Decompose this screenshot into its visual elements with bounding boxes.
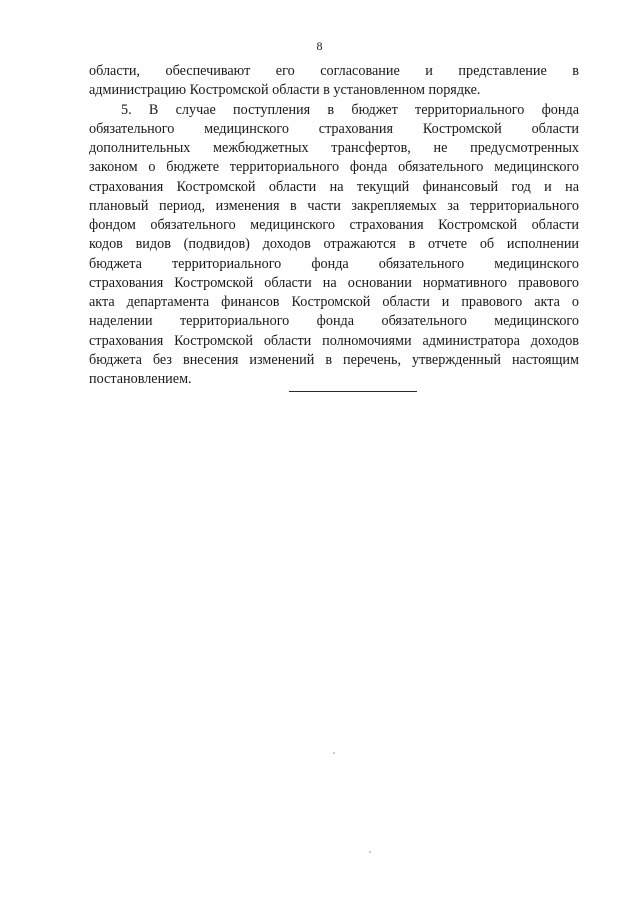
text-line: фондом обязательного медицинского страхования Костромской области bbox=[89, 217, 579, 233]
text-line: бюджета территориального фонда обязательного медицинского bbox=[89, 255, 579, 272]
closing-rule bbox=[289, 391, 417, 392]
page-number: 8 bbox=[316, 39, 323, 53]
text-line: страхования Костромской области на текущий финансовый год и на bbox=[89, 178, 579, 195]
text-line: 5. В случае поступления в бюджет территориального фонда bbox=[121, 101, 579, 118]
text-line: акта департамента финансов Костромской области и правового акта о bbox=[89, 294, 579, 310]
text-line: дополнительных межбюджетных трансфертов, не предусмотренных bbox=[89, 140, 579, 156]
text-line: законом о бюджете территориального фонда обязательного медицинского bbox=[89, 159, 579, 176]
text-line: страхования Костромской области полномочиями администратора доходов bbox=[89, 332, 579, 349]
text-line: области, обеспечивают его согласование и представление в bbox=[89, 63, 579, 79]
text-line: постановлением. bbox=[89, 371, 192, 387]
paragraph-5 bbox=[89, 101, 579, 390]
text-line: страхования Костромской области на основании нормативного правового bbox=[89, 274, 579, 291]
text-line: администрацию Костромской области в установленном порядке. bbox=[89, 82, 481, 99]
body-text bbox=[89, 62, 579, 389]
text-line: наделении территориального фонда обязательного медицинского bbox=[89, 313, 579, 330]
text-line: обязательного медицинского страхования Костромской области bbox=[89, 120, 579, 137]
paragraph-continued bbox=[89, 62, 579, 101]
scan-speck bbox=[369, 851, 371, 853]
text-line: плановый период, изменения в части закрепляемых за территориального bbox=[89, 197, 579, 214]
text-line: кодов видов (подвидов) доходов отражаются в отчете об исполнении bbox=[89, 236, 579, 253]
scan-speck bbox=[333, 752, 335, 754]
text-line: бюджета без внесения изменений в перечень, утвержденный настоящим bbox=[89, 351, 579, 368]
